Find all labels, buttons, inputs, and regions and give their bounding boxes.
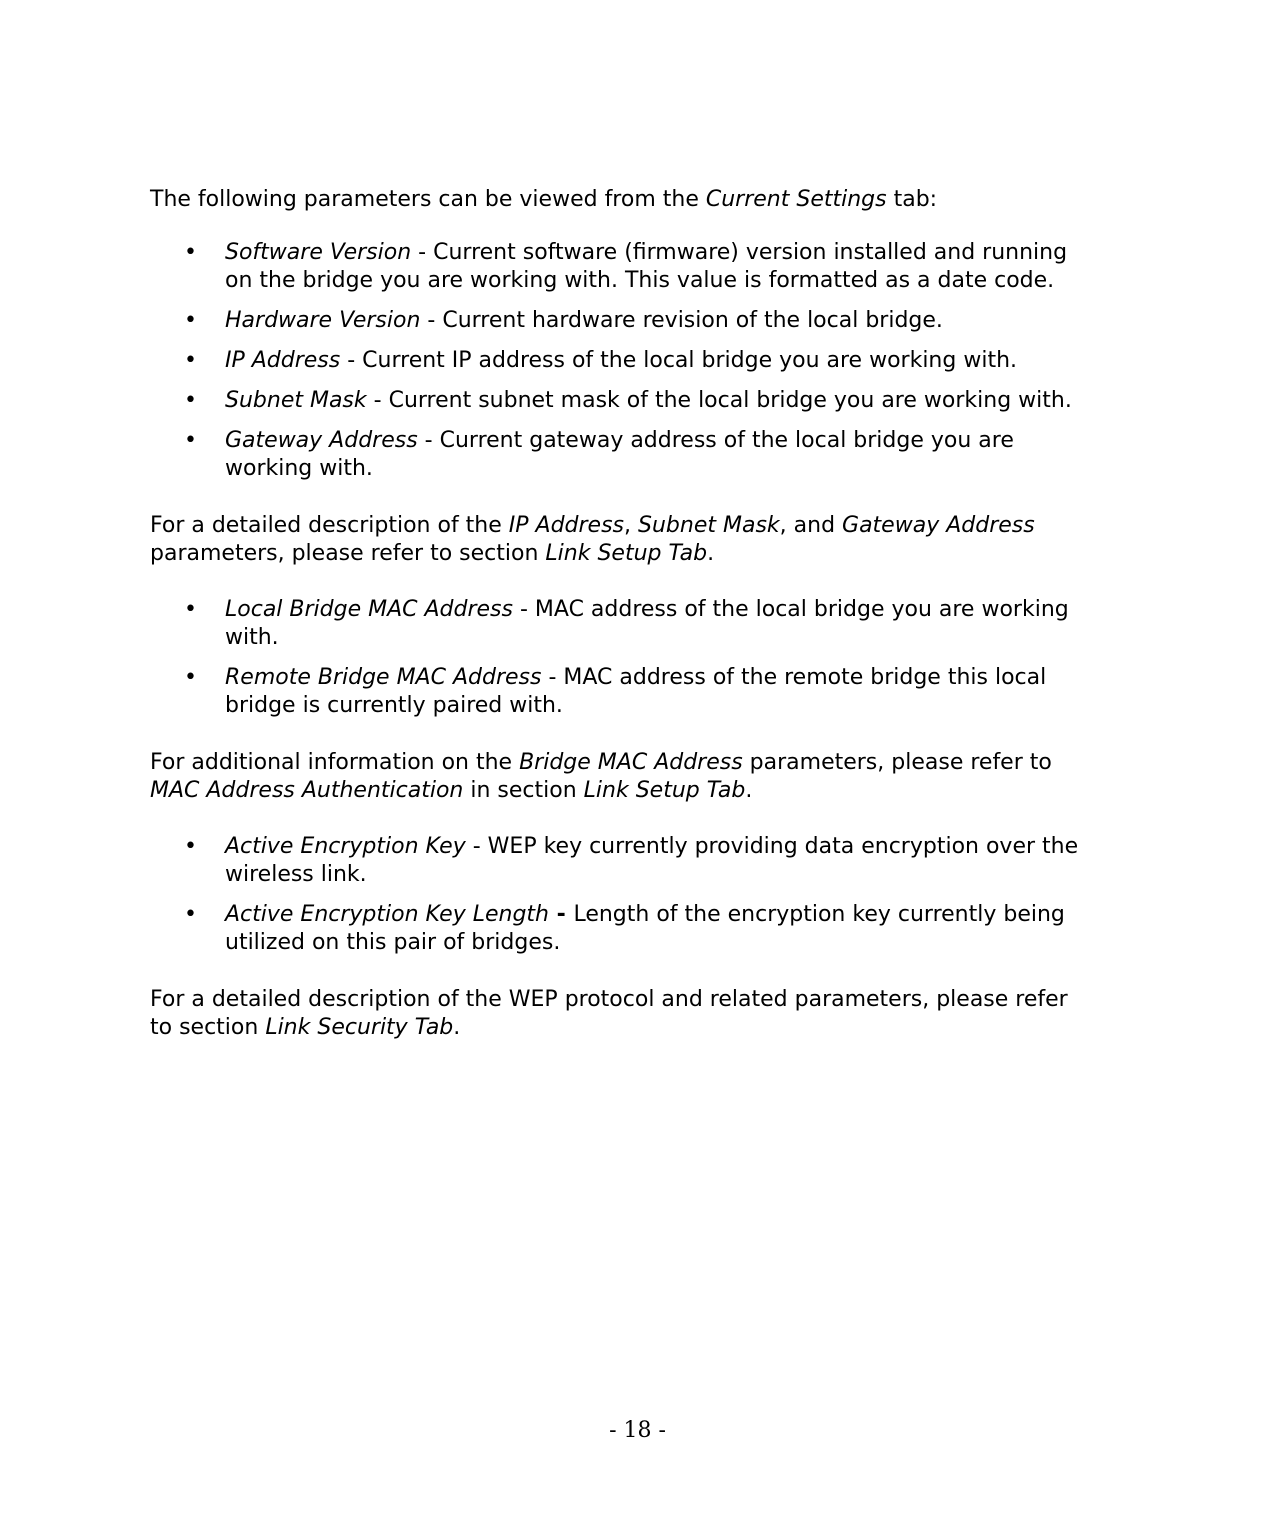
item-description: MAC address of the remote bridge this local bridge is currently paired with. — [225, 665, 1047, 718]
bullet-icon: • — [184, 665, 197, 690]
para-em: Subnet Mask — [638, 513, 780, 538]
list-item-hardware-version — [150, 307, 1090, 335]
intro-tab-name: Current Settings — [705, 187, 887, 212]
para-text: For additional information on the — [150, 750, 520, 775]
bullet-icon: • — [184, 388, 197, 413]
item-separator: - — [411, 240, 434, 265]
ip-reference-paragraph — [150, 512, 1090, 568]
bullet-icon: • — [184, 428, 197, 453]
item-term: Gateway Address — [225, 428, 418, 453]
item-term: Active Encryption Key — [225, 834, 466, 859]
item-term: Remote Bridge MAC Address — [225, 665, 542, 690]
item-separator: - — [366, 388, 389, 413]
item-description: MAC address of the local bridge you are working with. — [225, 597, 1069, 650]
list-item-ip-address — [150, 347, 1090, 375]
para-text: , — [624, 513, 639, 538]
intro-text-end: tab: — [886, 187, 938, 212]
mac-reference-paragraph — [150, 749, 1090, 805]
item-description: Length of the encryption key currently being utilized on this pair of bridges. — [225, 902, 1065, 955]
item-description: WEP key currently providing data encryption over the wireless link. — [225, 834, 1079, 887]
page-content — [150, 186, 1090, 1070]
list-item-subnet-mask — [150, 387, 1090, 415]
item-separator: - — [417, 428, 440, 453]
intro-text: The following parameters can be viewed from the — [150, 187, 706, 212]
item-term: Local Bridge MAC Address — [225, 597, 513, 622]
item-separator: - — [340, 348, 363, 373]
para-em: MAC Address Authentication — [150, 778, 464, 803]
item-term: Hardware Version — [225, 308, 421, 333]
wep-reference-paragraph — [150, 986, 1090, 1042]
item-description: Current IP address of the local bridge you are working with. — [362, 348, 1018, 373]
encryption-list — [150, 833, 1090, 957]
item-term: Subnet Mask — [225, 388, 367, 413]
para-text: parameters, please refer to — [742, 750, 1052, 775]
item-separator: - — [549, 902, 574, 927]
para-em: Bridge MAC Address — [519, 750, 743, 775]
list-item-remote-mac — [150, 664, 1090, 720]
item-separator: - — [512, 597, 535, 622]
para-em: Gateway Address — [842, 513, 1035, 538]
para-text: For a detailed description of the — [150, 513, 509, 538]
section-reference: Link Security Tab — [265, 1015, 454, 1040]
item-term: Active Encryption Key Length — [225, 902, 549, 927]
para-text: in section — [463, 778, 584, 803]
item-description: Current hardware revision of the local bridge. — [442, 308, 943, 333]
para-text: parameters, please refer to section — [150, 541, 546, 566]
item-separator: - — [465, 834, 488, 859]
list-item-active-key — [150, 833, 1090, 889]
bullet-icon: • — [184, 597, 197, 622]
para-text: For a detailed description of the WEP protocol and related parameters, please refer to section — [150, 987, 1068, 1040]
item-description: Current software (firmware) version installed and running on the bridge you are working with. This value is formatted as a date code. — [225, 240, 1068, 293]
bullet-icon: • — [184, 308, 197, 333]
para-text: . — [745, 778, 753, 803]
bullet-icon: • — [184, 348, 197, 373]
page-number: - 18 - — [609, 1418, 666, 1443]
bullet-icon: • — [184, 834, 197, 859]
para-em: IP Address — [508, 513, 625, 538]
list-item-gateway-address — [150, 427, 1090, 483]
bullet-icon: • — [184, 240, 197, 265]
list-item-software-version — [150, 239, 1090, 295]
bullet-icon: • — [184, 902, 197, 927]
para-text: . — [707, 541, 715, 566]
intro-paragraph — [150, 186, 1090, 214]
item-term: Software Version — [225, 240, 412, 265]
item-separator: - — [420, 308, 443, 333]
para-text: , and — [779, 513, 843, 538]
item-term: IP Address — [225, 348, 341, 373]
item-description: Current gateway address of the local bridge you are working with. — [225, 428, 1014, 481]
item-separator: - — [541, 665, 564, 690]
list-item-active-key-length — [150, 901, 1090, 957]
mac-list — [150, 596, 1090, 720]
section-reference: Link Setup Tab — [545, 541, 708, 566]
section-reference: Link Setup Tab — [583, 778, 746, 803]
list-item-local-mac — [150, 596, 1090, 652]
para-text: . — [453, 1015, 461, 1040]
settings-list — [150, 239, 1090, 483]
item-description: Current subnet mask of the local bridge you are working with. — [388, 388, 1072, 413]
